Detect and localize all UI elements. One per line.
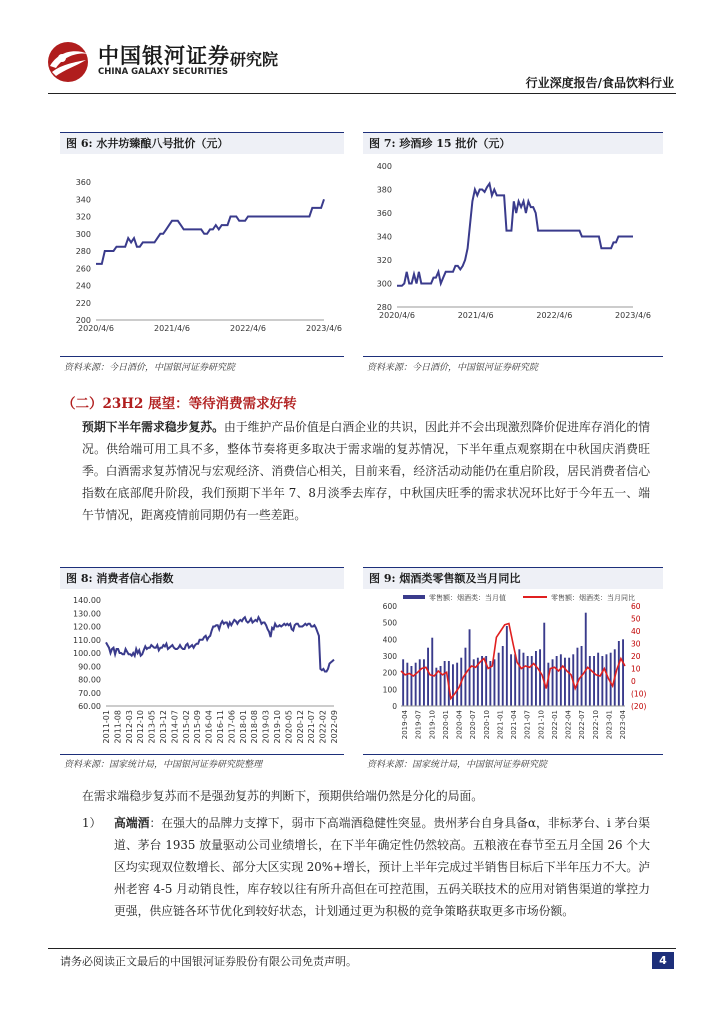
bar	[518, 649, 520, 706]
figure-6-source: 资料来源：今日酒价，中国银河证券研究院	[64, 363, 236, 373]
x-tick-label: 2021-04	[510, 710, 518, 740]
y-tick-label: 320	[75, 212, 91, 222]
bar	[593, 656, 595, 706]
y-tick-label: 280	[75, 247, 91, 256]
y-tick-label: 200	[75, 316, 91, 325]
x-tick-label: 2019-10	[428, 710, 437, 740]
y-tick-label: 90.00	[78, 662, 101, 672]
bar	[406, 663, 408, 706]
y-right-tick-label: (10)	[631, 689, 647, 699]
x-tick-label: 2022/4/6	[536, 311, 573, 320]
legend-swatch-bar	[403, 595, 425, 599]
x-tick-label: 2022-02	[318, 710, 328, 744]
bar	[585, 613, 587, 706]
x-tick-label: 2019-03	[261, 710, 271, 744]
y-tick-label: 130.00	[73, 609, 101, 619]
source-rule	[60, 356, 344, 357]
galaxy-logo-icon	[44, 38, 92, 86]
x-tick-label: 2014-07	[170, 710, 180, 744]
y-left-tick-label: 200	[382, 668, 397, 678]
paragraph-supply: 在需求端稳步复苏而不是强劲复苏的判断下，预期供给端仍然是分化的局面。	[82, 789, 484, 803]
bar	[523, 653, 525, 706]
y-right-tick-label: (20)	[631, 702, 647, 711]
bar	[465, 648, 467, 706]
series-line	[397, 184, 633, 286]
figure-9-title: 图 9: 烟酒类零售额及当月同比	[363, 567, 663, 589]
bar	[411, 666, 413, 706]
bar	[481, 656, 483, 706]
bar	[618, 641, 620, 706]
y-tick-label: 220	[75, 298, 91, 308]
x-tick-label: 2022-04	[564, 710, 573, 740]
bar	[539, 649, 541, 706]
y-tick-label: 100.00	[73, 649, 101, 658]
x-tick-label: 2013-12	[159, 710, 168, 744]
y-left-tick-label: 500	[382, 618, 397, 628]
bar	[556, 656, 558, 706]
bar	[589, 656, 591, 706]
paragraph-outlook	[82, 416, 650, 526]
chart-fig9	[363, 592, 663, 750]
legend-label: 零售额：烟酒类：当月值	[429, 594, 506, 602]
x-tick-label: 2020-04	[455, 710, 464, 740]
x-tick-label: 2011-08	[113, 710, 123, 744]
x-tick-label: 2021-07	[307, 710, 317, 744]
disclaimer: 请务必阅读正文最后的中国银河证券股份有限公司免责声明。	[60, 955, 357, 968]
x-tick-label: 2019-07	[414, 710, 423, 740]
x-tick-label: 2021-01	[496, 710, 505, 740]
bar	[419, 659, 421, 706]
y-tick-label: 400	[376, 162, 392, 171]
legend-label: 零售额：烟酒类：当月同比	[551, 594, 635, 602]
figure-9-source: 资料来源：国家统计局，中国银河证券研究院	[367, 760, 548, 770]
x-tick-label: 2020-01	[441, 710, 450, 740]
bar	[494, 659, 496, 706]
x-tick-label: 2022-09	[330, 710, 339, 744]
bar	[606, 654, 608, 706]
x-tick-label: 2022/4/6	[230, 324, 266, 333]
x-tick-label: 2011-01	[102, 710, 111, 744]
x-tick-label: 2022-01	[550, 710, 559, 740]
bar	[560, 654, 562, 706]
bar	[498, 653, 500, 706]
list-item-high-end	[114, 812, 650, 922]
bar	[510, 654, 512, 706]
bar	[622, 639, 624, 706]
x-tick-label: 2020-12	[295, 710, 305, 744]
bar	[444, 661, 446, 706]
figure-6-title: 图 6: 水井坊臻酿八号批价（元）	[60, 132, 344, 154]
bar	[514, 654, 516, 706]
x-tick-label: 2021/4/6	[457, 311, 494, 320]
y-tick-label: 380	[376, 185, 392, 195]
section-title: （二）23H2 展望：等待消费需求好转	[62, 396, 297, 412]
x-tick-label: 2020-07	[469, 710, 478, 740]
chart-fig7	[363, 160, 663, 340]
bar	[543, 623, 545, 706]
chart-fig8	[60, 594, 344, 749]
list-item-number: 1）	[82, 816, 102, 830]
figure-7-source: 资料来源：今日酒价，中国银河证券研究院	[367, 363, 539, 373]
x-tick-label: 2023/4/6	[306, 324, 342, 333]
y-left-tick-label: 0	[392, 702, 397, 711]
source-rule	[60, 754, 344, 755]
bar	[552, 659, 554, 706]
bar	[402, 659, 404, 706]
y-tick-label: 80.00	[78, 675, 101, 685]
x-tick-label: 2019-10	[273, 710, 282, 744]
x-tick-label: 2023-01	[605, 710, 614, 740]
x-tick-label: 2020-10	[482, 710, 491, 740]
header-rule	[48, 93, 676, 94]
bar	[502, 646, 504, 706]
x-tick-label: 2020/4/6	[78, 324, 114, 333]
bar	[601, 656, 603, 706]
x-tick-label: 2020-05	[284, 710, 294, 744]
report-type: 行业深度报告/食品饮料行业	[525, 76, 674, 90]
x-tick-label: 2021/4/6	[154, 324, 190, 333]
source-rule	[363, 356, 663, 357]
x-tick-label: 2012-10	[136, 710, 146, 744]
footer-rule	[48, 948, 676, 949]
y-tick-label: 120.00	[73, 622, 101, 632]
x-tick-label: 2023-04	[619, 710, 627, 740]
y-tick-label: 300	[376, 279, 392, 289]
y-left-tick-label: 300	[382, 652, 397, 661]
bar	[456, 663, 458, 706]
x-tick-label: 2016-04	[204, 710, 214, 744]
y-right-tick-label: 30	[631, 639, 641, 649]
y-tick-label: 340	[75, 195, 91, 205]
logo-cn: 中国银河证券	[98, 44, 230, 68]
y-right-tick-label: 20	[631, 652, 641, 661]
list-item-text: ：在强大的品牌力支撑下，弱市下高端酒稳健性突显。贵州茅台自身具备α，非标茅台、i 茅台渠道、茅台 1935 放量驱动公司业绩增长，在下半年确定性仍然较高。五粮液在春节至五月全国 26 个大区均实现双位数增长、部分大区实现 20%+增长，预计上半年完成过半销售目标后下半年压力不大。泸州老窖 4-5 月动销良性，库存较以往有所升高但在可控范围，五码关联技术的应用对销售渠道的掌控力更强，供应链各环节优化到较好状态，计划通过更为积极的竞争策略获取更多市场份额。	[114, 816, 650, 918]
x-tick-label: 2013-05	[147, 710, 157, 744]
y-tick-label: 260	[75, 264, 91, 274]
bar	[597, 653, 599, 706]
y-right-tick-label: 50	[631, 614, 641, 624]
y-tick-label: 70.00	[78, 688, 101, 698]
y-right-tick-label: 10	[631, 664, 641, 674]
bar	[564, 658, 566, 706]
x-tick-label: 2023/4/6	[615, 311, 651, 320]
figure-8-title: 图 8: 消费者信心指数	[60, 567, 344, 589]
page-number: 4	[652, 952, 674, 969]
y-tick-label: 240	[75, 281, 91, 291]
y-tick-label: 300	[75, 229, 91, 239]
y-right-tick-label: 40	[631, 627, 641, 636]
x-tick-label: 2016-11	[216, 710, 225, 744]
x-tick-label: 2017-06	[227, 710, 237, 744]
yoy-line	[401, 624, 625, 699]
bar	[452, 664, 454, 706]
y-left-tick-label: 100	[382, 685, 397, 695]
company-logo	[44, 38, 92, 86]
bar	[506, 626, 508, 706]
x-tick-label: 2022-10	[591, 710, 600, 740]
list-item-lead: 高端酒	[114, 816, 150, 830]
y-tick-label: 360	[75, 178, 91, 187]
x-tick-label: 2018-08	[250, 710, 260, 744]
figure-8-source: 资料来源：国家统计局，中国银河证券研究院整理	[64, 760, 263, 770]
chart-fig6	[60, 160, 344, 340]
y-tick-label: 320	[376, 256, 392, 265]
series-line	[96, 199, 324, 264]
x-tick-label: 2018-01	[238, 710, 248, 744]
bar	[535, 651, 537, 706]
figure-7-title: 图 7: 珍酒珍 15 批价（元）	[363, 132, 663, 154]
paragraph-text: 由于维护产品价值是白酒企业的共识，因此并不会出现激烈降价促进库存消化的情况。供给端可用工具不多，整体节奏将更多取决于需求端的复苏情况，下半年重点观察期在中秋国庆消费旺季。白酒需求复苏情况与宏观经济、消费信心相关，目前来看，经济活动动能仍在重启阶段，居民消费者信心指数在底部爬升阶段，我们预期下半年 7、8月淡季去库存，中秋国庆旺季的需求状况环比好于今年五一、端午节情况，距离疫情前同期仍有一些差距。	[82, 420, 650, 522]
y-left-tick-label: 400	[382, 635, 397, 645]
bar	[423, 659, 425, 706]
y-left-tick-label: 600	[382, 602, 397, 611]
paragraph-lead: 预期下半年需求稳步复苏。	[82, 420, 225, 434]
bar	[427, 648, 429, 706]
x-tick-label: 2012-03	[124, 710, 134, 744]
x-tick-label: 2022-07	[578, 710, 587, 740]
logo-en: CHINA GALAXY SECURITIES	[98, 67, 229, 77]
source-rule	[363, 754, 663, 755]
bar	[431, 638, 433, 706]
x-tick-label: 2021-10	[537, 710, 546, 740]
y-tick-label: 360	[376, 209, 392, 218]
y-tick-label: 60.00	[78, 702, 101, 711]
bar	[527, 656, 529, 706]
bar	[610, 653, 612, 706]
y-tick-label: 140.00	[73, 596, 101, 605]
y-tick-label: 110.00	[73, 635, 101, 645]
series-line	[106, 617, 334, 671]
bar	[577, 648, 579, 706]
x-tick-label: 2015-02	[181, 710, 191, 744]
bar	[568, 658, 570, 706]
x-tick-label: 2019-04	[401, 710, 409, 740]
bar	[415, 663, 417, 706]
institute-label: 研究院	[230, 50, 279, 69]
y-tick-label: 280	[376, 303, 392, 312]
bar	[531, 656, 533, 706]
y-right-tick-label: 0	[631, 677, 636, 686]
y-tick-label: 340	[376, 232, 392, 242]
y-right-tick-label: 60	[631, 602, 641, 611]
x-tick-label: 2015-09	[193, 710, 203, 744]
x-tick-label: 2020/4/6	[379, 311, 415, 320]
x-tick-label: 2021-07	[523, 710, 532, 740]
